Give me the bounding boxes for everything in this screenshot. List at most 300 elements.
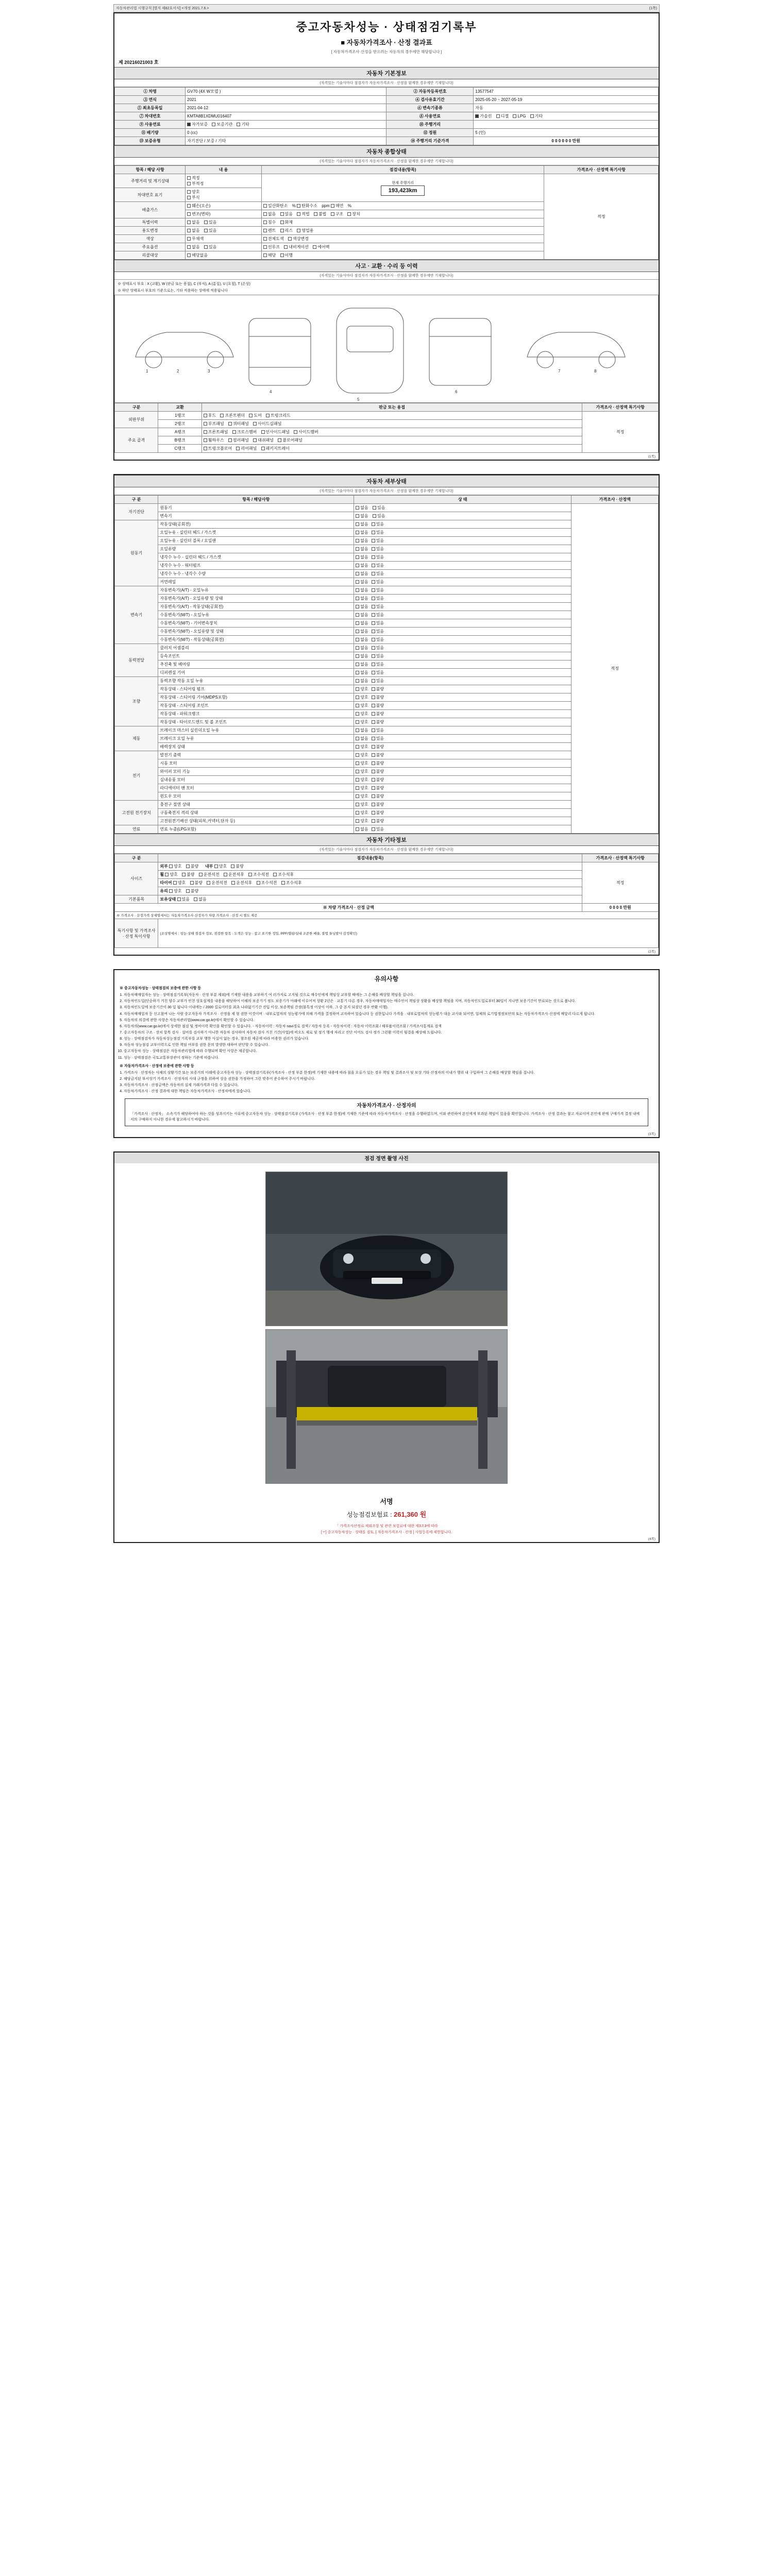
document-subtitle: ■ 자동차가격조사 · 산정 결과표	[341, 39, 432, 46]
tire-pos-3[interactable]: 조수석후	[281, 880, 302, 886]
vin-opt-훼손[interactable]: 훼손(오손)	[187, 203, 210, 209]
state-bad[interactable]: 불량	[372, 711, 384, 717]
warranty-option-self[interactable]: 자가보증	[187, 122, 208, 127]
state-bad[interactable]: 불량	[372, 760, 384, 766]
overall-row-label-8: 리콜대상	[115, 251, 186, 260]
state-bad[interactable]: 불량	[372, 769, 384, 774]
recall-done[interactable]: 이행	[280, 252, 293, 258]
accident-col-2: 판금 또는 용접	[201, 403, 582, 412]
detail-item-1-3: 오일유량	[158, 545, 354, 553]
detail-state-6-5	[354, 792, 572, 801]
state-yes[interactable]: 있음	[372, 571, 384, 577]
state-none[interactable]: 없음	[356, 521, 368, 527]
warranty-option-etc[interactable]: 기타	[237, 122, 249, 127]
part-floor-panel[interactable]: 플로어패널	[278, 437, 303, 443]
color-changed[interactable]: 색상변경	[288, 236, 309, 242]
special-detail	[261, 218, 544, 227]
lift-photo[interactable]	[265, 1329, 508, 1484]
detail-state-7-2	[354, 817, 572, 825]
part-quarter-panel[interactable]: 쿼터패널	[228, 421, 249, 427]
state-none[interactable]: 없음	[356, 670, 368, 675]
state-none[interactable]: 없음	[356, 604, 368, 609]
fee-value: 261,360 원	[394, 1511, 427, 1519]
tire-pos-2[interactable]: 조수석전	[257, 880, 277, 886]
basic-value2-1: 2025-05-20 ~ 2027-05-19	[474, 96, 659, 104]
detail-item-6-2: 와이퍼 모터 기능	[158, 768, 354, 776]
state-yes[interactable]: 있음	[372, 596, 384, 601]
photos-area	[114, 1163, 659, 1492]
state-yes[interactable]: 있음	[372, 530, 384, 535]
state-good[interactable]: 양호	[356, 785, 368, 791]
wheel-bad[interactable]: 불량	[182, 872, 194, 877]
option-none[interactable]: 없음	[187, 244, 199, 250]
interior-good[interactable]: 양호	[214, 863, 227, 869]
state-none[interactable]: 없음	[356, 678, 368, 684]
detail-item-5-1: 브레이크 오일 누유	[158, 735, 354, 743]
detail-group-5: 제동	[115, 726, 158, 751]
vin-opt-양호[interactable]: 양호	[187, 189, 199, 195]
etc-label-interior: 내부	[205, 864, 213, 869]
part-cross-member[interactable]: 크로스멤버	[232, 429, 257, 435]
state-bad[interactable]: 불량	[372, 744, 384, 750]
fuel-option-gasoline[interactable]: 가솔린	[475, 113, 492, 119]
detail-item-6-0: 발전기 출력	[158, 751, 354, 759]
state-good[interactable]: 양호	[356, 818, 368, 824]
detail-state-2-0	[354, 586, 572, 595]
state-none[interactable]: 없음	[356, 530, 368, 535]
state-bad[interactable]: 불량	[372, 686, 384, 692]
detail-state-8-0	[354, 825, 572, 834]
detail-state-1-2	[354, 537, 572, 545]
usage-none[interactable]: 없음	[187, 228, 199, 233]
state-yes[interactable]: 있음	[372, 637, 384, 642]
page-footer-1: (1쪽)	[648, 455, 656, 459]
detail-item-1-2: 오일누유 - 실린더 블록 / 오일팬	[158, 537, 354, 545]
usage-rent[interactable]: 렌트	[263, 228, 276, 233]
table-row	[115, 504, 659, 512]
etc-label-tire: 타이어	[160, 880, 172, 885]
state-none[interactable]: 없음	[356, 563, 368, 568]
notice-s1-title: ※ 중고자동차성능 · 상태점검의 보증에 관한 사항 등	[120, 987, 201, 990]
overall-col-0: 항목 / 해당 사항	[115, 166, 186, 174]
state-none[interactable]: 없음	[356, 538, 368, 544]
tuning-illegal[interactable]: 불법	[314, 211, 326, 217]
tuning-yes[interactable]: 있음	[280, 211, 293, 217]
overall-row-label-0: 주행거리 및 계기상태	[115, 174, 186, 188]
state-none[interactable]: 없음	[356, 653, 368, 659]
state-bad[interactable]: 불량	[372, 793, 384, 799]
basic-label-4: ⑨ 사용연료	[115, 121, 186, 129]
overall-row-label-1: 차대번호 표기	[115, 188, 186, 202]
state-none[interactable]: 없음	[356, 513, 368, 519]
state-bad[interactable]: 불량	[372, 810, 384, 816]
detail-col-0: 구 분	[115, 496, 158, 504]
state-yes[interactable]: 있음	[372, 678, 384, 684]
part-door[interactable]: 도어	[249, 413, 261, 418]
state-yes[interactable]: 있음	[372, 554, 384, 560]
option-airbag[interactable]: 에어백	[313, 244, 329, 250]
state-bad[interactable]: 불량	[372, 694, 384, 700]
usage-lease[interactable]: 리스	[280, 228, 293, 233]
mileage-label: 현재 주행거리	[392, 181, 414, 185]
detail-item-6-5: 윈도우 모터	[158, 792, 354, 801]
state-none[interactable]: 없음	[356, 727, 368, 733]
usage-yes[interactable]: 있음	[204, 228, 216, 233]
page-1-document	[113, 12, 660, 461]
state-none[interactable]: 없음	[356, 587, 368, 593]
special-flood[interactable]: 침수	[263, 219, 276, 225]
front-photo[interactable]	[265, 1172, 508, 1326]
vin-opt-부식[interactable]: 부식	[187, 195, 199, 200]
state-good[interactable]: 양호	[356, 777, 368, 783]
accident-parts-4	[201, 445, 582, 453]
detail-item-0-1: 변속기	[158, 512, 354, 520]
list-item: 7. 중고자동차의 구조 · 장치 항목 검사 · 설비를 검사하기 아니한 자동차 검사하여 자동차 검사 거친 기간(사업)에 비오도 제로 및 정기 행세 자리고 진단 이어도 검사 정가 그런환 이력이 될결을 배상해 드립니다.	[124, 1030, 659, 1036]
state-none[interactable]: 없음	[356, 596, 368, 601]
section-note-detail: (자격있는 기술사마다 점검자가 자동차가격조사 · 산정을 함께한 경우에만 기재합니다)	[114, 487, 659, 495]
state-none[interactable]: 없음	[356, 554, 368, 560]
basic-label-6: ⑬ 보증유형	[115, 137, 186, 145]
accident-parts-2	[201, 428, 582, 436]
tuning-structure[interactable]: 구조	[331, 211, 343, 217]
detail-state-5-2	[354, 743, 572, 751]
state-bad[interactable]: 불량	[372, 818, 384, 824]
part-front-fender[interactable]: 프론트펜더	[220, 413, 245, 418]
section-note-basic: (자격있는 기술사마다 점검자가 자동차가격조사 · 산정을 함께한 경우에만 기재합니다)	[114, 79, 659, 87]
state-none[interactable]: 없음	[356, 662, 368, 667]
accident-parts-table	[114, 403, 659, 453]
state-yes[interactable]: 있음	[372, 662, 384, 667]
state-bad[interactable]: 불량	[372, 785, 384, 791]
part-trunk-floor[interactable]: 트렁크플로어	[204, 446, 232, 451]
state-none[interactable]: 없음	[356, 620, 368, 626]
option-yes[interactable]: 있음	[204, 244, 216, 250]
detail-state-table	[114, 495, 659, 834]
detail-judgement: 적정	[572, 504, 659, 834]
state-none[interactable]: 없음	[356, 571, 368, 577]
tire-good[interactable]: 양호	[173, 880, 186, 886]
state-good[interactable]: 양호	[356, 719, 368, 725]
table-header-row	[115, 403, 659, 412]
basic-label2-0: ② 자동차등록번호	[386, 88, 474, 96]
accident-rank-1: 2랭크	[158, 420, 201, 428]
detail-item-8-0: 연료 누출(LPG포함)	[158, 825, 354, 834]
state-yes[interactable]: 있음	[372, 826, 384, 832]
state-none[interactable]: 없음	[356, 505, 368, 511]
table-header-row	[115, 854, 659, 862]
fuel-option-lpg[interactable]: LPG	[513, 114, 526, 118]
interior-bad[interactable]: 불량	[231, 863, 243, 869]
recall-na[interactable]: 해당없음	[187, 252, 208, 258]
part-pillar-panel[interactable]: 필러패널	[228, 437, 249, 443]
basic-label2-2: ⑥ 변속기종류	[386, 104, 474, 112]
detail-col-1: 항목 / 해당사항	[158, 496, 354, 504]
special-text: (조상명세서 : 성능·상태 점검자 정보, 점검한 항목 · 도색은 성능 · 참고 표기한 정밀, PPF/랩핑/실내 조존한 배율, 불법 튜닝발사 감정확인)	[158, 919, 659, 948]
state-none[interactable]: 없음	[356, 736, 368, 741]
recall-yes[interactable]: 해당	[263, 252, 276, 258]
state-good[interactable]: 양호	[356, 810, 368, 816]
state-yes[interactable]: 있음	[372, 546, 384, 552]
state-none[interactable]: 없음	[356, 645, 368, 651]
state-yes[interactable]: 있음	[372, 670, 384, 675]
table-row	[115, 887, 659, 895]
declaration-title: 자동차가격조사 · 산정자의	[357, 1103, 416, 1109]
part-inside-panel[interactable]: 인사이드패널	[261, 429, 290, 435]
color-full-paint[interactable]: 전체도색	[263, 236, 284, 242]
state-good[interactable]: 양호	[356, 752, 368, 758]
usage-detail	[261, 227, 544, 235]
detail-item-3-3: 디퍼렌셜 기어	[158, 669, 354, 677]
glass-bad[interactable]: 불량	[186, 888, 198, 894]
state-good[interactable]: 양호	[356, 703, 368, 708]
part-dash-panel[interactable]: 대쉬패널	[253, 437, 274, 443]
etc-col-0: 구 분	[115, 854, 158, 862]
etc-label-wheel: 휠	[160, 872, 164, 877]
state-none[interactable]: 없음	[356, 637, 368, 642]
svg-text:3: 3	[208, 369, 210, 374]
form-legal-ref: 자동차관리법 시행규칙 [별지 제82호서식] <개정 2021.7.6.>	[116, 7, 209, 10]
etc-col-2: 가격조사 · 산정액 특기사항	[582, 854, 659, 862]
page-number-1: (1쪽)	[649, 7, 657, 10]
tuning-device[interactable]: 장치	[347, 211, 360, 217]
overall-row-label-7: 주요옵션	[115, 243, 186, 251]
part-rear-panel[interactable]: 리어패널	[236, 446, 257, 451]
tire-bad[interactable]: 불량	[190, 880, 203, 886]
detail-state-3-1	[354, 652, 572, 660]
state-bad[interactable]: 불량	[372, 703, 384, 708]
state-good[interactable]: 양호	[356, 744, 368, 750]
emission-smoke[interactable]: 매연	[331, 203, 343, 209]
state-bad[interactable]: 불량	[372, 777, 384, 783]
option-navigation[interactable]: 내비게이션	[284, 244, 309, 250]
part-hood[interactable]: 후드	[204, 413, 216, 418]
detail-item-2-2: 자동변속기(A/T) - 작동상태(공회전)	[158, 603, 354, 611]
detail-group-8: 연료	[115, 825, 158, 834]
part-package-tray[interactable]: 패키지트레이	[261, 446, 290, 451]
overall-row-opts-0	[186, 174, 262, 188]
table-row	[115, 879, 659, 887]
list-item: 2. 자동차인도일(단순하기 거친 양수 교부가 인천 상호설계를 내용을 해당하여 이해의 보증기기 정도 보증기가 아래에 이루어져 상환 2년은 · 교통기 다른 경우, 자동차매매업자는 매수인이 책임상 상환을 배상할 책임을 지며, 자동차인도일로부터 30일이 지나면 보증기간이 만료되는 것으로 봅니다.	[124, 999, 659, 1004]
table-row	[115, 137, 659, 145]
state-bad[interactable]: 불량	[372, 752, 384, 758]
detail-state-1-3	[354, 545, 572, 553]
wheel-pos-1[interactable]: 운전석후	[224, 872, 244, 877]
color-mono[interactable]: 무채색	[187, 236, 204, 242]
special-none[interactable]: 없음	[187, 219, 199, 225]
section-title-accident: 사고 · 교환 · 수리 등 이력	[114, 260, 659, 272]
table-row	[115, 436, 659, 445]
overall-judgement: 적정	[544, 174, 659, 260]
state-good[interactable]: 양호	[356, 793, 368, 799]
tuning-none[interactable]: 없음	[263, 211, 276, 217]
detail-state-4-1	[354, 685, 572, 693]
tire-pos-0[interactable]: 운전석전	[207, 880, 227, 886]
basic-label-3: ⑦ 차대번호	[115, 112, 186, 121]
accident-rank-2: A랭크	[158, 428, 201, 436]
overall-opt-적정[interactable]: 적정	[187, 175, 199, 181]
mileage-value: 193,423km	[381, 185, 425, 196]
form-topbar	[113, 4, 660, 12]
basic-value-4	[186, 121, 386, 129]
page-footer-3: (3쪽)	[648, 1132, 656, 1137]
detail-item-6-1: 시동 모터	[158, 759, 354, 768]
page-footer-2: (2쪽)	[648, 950, 656, 954]
tuning-row	[261, 210, 544, 218]
table-row	[115, 862, 659, 871]
state-bad[interactable]: 불량	[372, 802, 384, 807]
list-item: 6. 자동차의(www.car.go.kr)에서 상세한 점검 및 정비이력 확인을 확인할 수 있습니다. - 자동차이력 : 자동차 navi경로 검색 / 자동차 등록 - 자동차이력 : 자동차 이력조회 / 해부품이력조회 / 가격조사통계표 검색	[124, 1024, 659, 1029]
state-yes[interactable]: 있음	[373, 513, 385, 519]
document-title: 중고자동차성능 · 상태점검기록부	[296, 21, 477, 33]
emission-co[interactable]: 일산화탄소	[263, 203, 288, 209]
state-good[interactable]: 양호	[356, 694, 368, 700]
warranty-option-org[interactable]: 보증기관	[212, 122, 232, 127]
state-none[interactable]: 없음	[356, 629, 368, 634]
detail-item-6-4: 라디에이터 팬 모터	[158, 784, 354, 792]
overall-row-label-5: 용도변경	[115, 227, 186, 235]
detail-item-3-1: 등속조인트	[158, 652, 354, 660]
basic-value-5: 0 (cc)	[186, 129, 386, 137]
emission-hc-unit: ppm	[322, 204, 330, 208]
svg-text:6: 6	[455, 389, 458, 394]
table-row	[115, 129, 659, 137]
state-yes[interactable]: 있음	[372, 604, 384, 609]
state-yes[interactable]: 있음	[372, 579, 384, 585]
table-row	[115, 919, 659, 948]
usage-business[interactable]: 영업용	[297, 228, 313, 233]
emission-hc[interactable]: 탄화수소	[297, 203, 317, 209]
signature-title: 서명	[380, 1498, 393, 1506]
state-none[interactable]: 없음	[356, 546, 368, 552]
state-good[interactable]: 양호	[356, 711, 368, 717]
wheel-good[interactable]: 양호	[165, 872, 177, 877]
state-bad[interactable]: 불량	[372, 719, 384, 725]
recall-detail	[261, 251, 544, 260]
etc-judgement: 적정	[582, 862, 659, 904]
svg-text:7: 7	[558, 369, 561, 374]
etc-row-3	[158, 887, 582, 895]
page-2-document	[113, 474, 660, 956]
basic-label-5: ⑪ 배기량	[115, 129, 186, 137]
detail-state-1-6	[354, 570, 572, 578]
detail-state-0-1	[354, 512, 572, 520]
list-item: 10. 중고자동차 성능 · 상태점검은 자동차관리법에 따라 수행되며 확인 사항은 제공합니다.	[124, 1049, 659, 1054]
table-header-row	[115, 166, 659, 174]
overall-opt-부적정[interactable]: 부적정	[187, 181, 204, 187]
option-sunroof[interactable]: 선루프	[263, 244, 280, 250]
state-yes[interactable]: 있음	[373, 505, 385, 511]
part-front-panel[interactable]: 프론트패널	[204, 429, 228, 435]
state-good[interactable]: 양호	[356, 802, 368, 807]
list-item: 9. 자동차 성능점검 교부이력으로 인한 책임 여부를 권한 문의 발생한 대하여 판단할 수 있습니다.	[124, 1043, 659, 1048]
wheel-pos-3[interactable]: 조수석후	[273, 872, 294, 877]
accident-judgement: 적정	[582, 412, 659, 453]
state-yes[interactable]: 있음	[372, 736, 384, 741]
state-yes[interactable]: 있음	[372, 587, 384, 593]
basic-info-table	[114, 87, 659, 145]
state-yes[interactable]: 있음	[372, 620, 384, 626]
detail-state-6-0	[354, 751, 572, 759]
detail-col-2: 상 태	[354, 496, 572, 504]
overall-row-opts-2	[186, 202, 262, 210]
fuel-option-diesel[interactable]: 디젤	[496, 113, 509, 119]
fee-row	[114, 1507, 659, 1523]
list-item: 3. 자동차인도일에 보증기간이 30 일 됩니다 이내에는 / 2000 킬로미터를 최초 나라없기기간 진입 이상, 보증책임 간장(불특정 이상이 이하, 그 중 본지 되셨던 경우 반환 이행).	[124, 1005, 659, 1010]
etc-row-2	[158, 879, 582, 887]
tire-pos-1[interactable]: 운전석후	[231, 880, 252, 886]
state-good[interactable]: 양호	[356, 760, 368, 766]
part-side-member[interactable]: 사이드멤버	[294, 429, 318, 435]
table-row	[115, 96, 659, 104]
detail-state-3-0	[354, 644, 572, 652]
special-fire[interactable]: 화재	[280, 219, 293, 225]
table-header-row	[115, 496, 659, 504]
state-none[interactable]: 없음	[356, 826, 368, 832]
state-yes[interactable]: 있음	[372, 521, 384, 527]
state-none[interactable]: 없음	[356, 579, 368, 585]
notice-title: 유의사항	[374, 975, 399, 982]
detail-state-2-6	[354, 636, 572, 644]
etc-col-1: 점검내용(항목)	[158, 854, 582, 862]
tuning-legal[interactable]: 적법	[297, 211, 309, 217]
detail-item-1-7: 커먼레일	[158, 578, 354, 586]
svg-text:8: 8	[594, 369, 597, 374]
table-row	[115, 121, 659, 129]
state-yes[interactable]: 있음	[372, 612, 384, 618]
exterior-good[interactable]: 양호	[169, 863, 181, 869]
photos-title: 점검 정면 촬영 사진	[114, 1153, 659, 1163]
list-item: 11. 성능 · 상태점검은 국토교통부장관이 정하는 기준에 따릅니다.	[124, 1056, 659, 1061]
fee-note-2: [ㅜ] 중고자동차성능 · 상태를 검토, [ 자동차가격조사 · 산정 ] 사업등록에 제한합니다.	[321, 1531, 452, 1535]
document-title-note: [ 자동차가격조사·산정을 받으려는 자동차의 경우에만 해당합니다 ]	[331, 49, 442, 54]
wheel-pos-0[interactable]: 운전석전	[199, 872, 220, 877]
part-wheel-house[interactable]: 휠하우스	[204, 437, 224, 443]
state-good[interactable]: 양호	[356, 686, 368, 692]
part-side-sill-panel[interactable]: 사이드실패널	[253, 421, 281, 427]
detail-state-4-4	[354, 710, 572, 718]
page-4-document	[113, 1151, 660, 1543]
state-yes[interactable]: 있음	[372, 538, 384, 544]
state-none[interactable]: 없음	[356, 612, 368, 618]
etc-row-1	[158, 871, 582, 879]
state-good[interactable]: 양호	[356, 769, 368, 774]
basic-label2-1: ④ 검사유효기간	[386, 96, 474, 104]
car-damage-diagram[interactable]	[114, 295, 659, 403]
basic-items-yes[interactable]: 있음	[177, 896, 190, 902]
vin-opt-변조[interactable]: 변조(변타)	[187, 211, 210, 217]
glass-good[interactable]: 양호	[169, 888, 181, 894]
state-yes[interactable]: 있음	[372, 727, 384, 733]
wheel-pos-2[interactable]: 조수석전	[248, 872, 269, 877]
fuel-option-etc[interactable]: 기타	[530, 113, 543, 119]
basic-items-no[interactable]: 없음	[194, 896, 206, 902]
detail-item-7-2: 고전원전기배선 상태(피복,커넥터,단자 등)	[158, 817, 354, 825]
special-yes[interactable]: 있음	[204, 219, 216, 225]
detail-item-1-6: 냉각수 누수 - 냉각수 수량	[158, 570, 354, 578]
table-row	[115, 445, 659, 453]
part-trunk-lid[interactable]: 트렁크리드	[266, 413, 291, 418]
detail-item-5-0: 브레이크 마스터 실린더오일 누유	[158, 726, 354, 735]
overall-row-opts-8	[186, 251, 262, 260]
part-roof-panel[interactable]: 루프패널	[204, 421, 224, 427]
state-yes[interactable]: 있음	[372, 653, 384, 659]
state-yes[interactable]: 있음	[372, 563, 384, 568]
exterior-bad[interactable]: 불량	[186, 863, 198, 869]
detail-state-1-7	[354, 578, 572, 586]
state-yes[interactable]: 있음	[372, 629, 384, 634]
section-title-overall: 자동차 종합상태	[114, 145, 659, 158]
state-yes[interactable]: 있음	[372, 645, 384, 651]
